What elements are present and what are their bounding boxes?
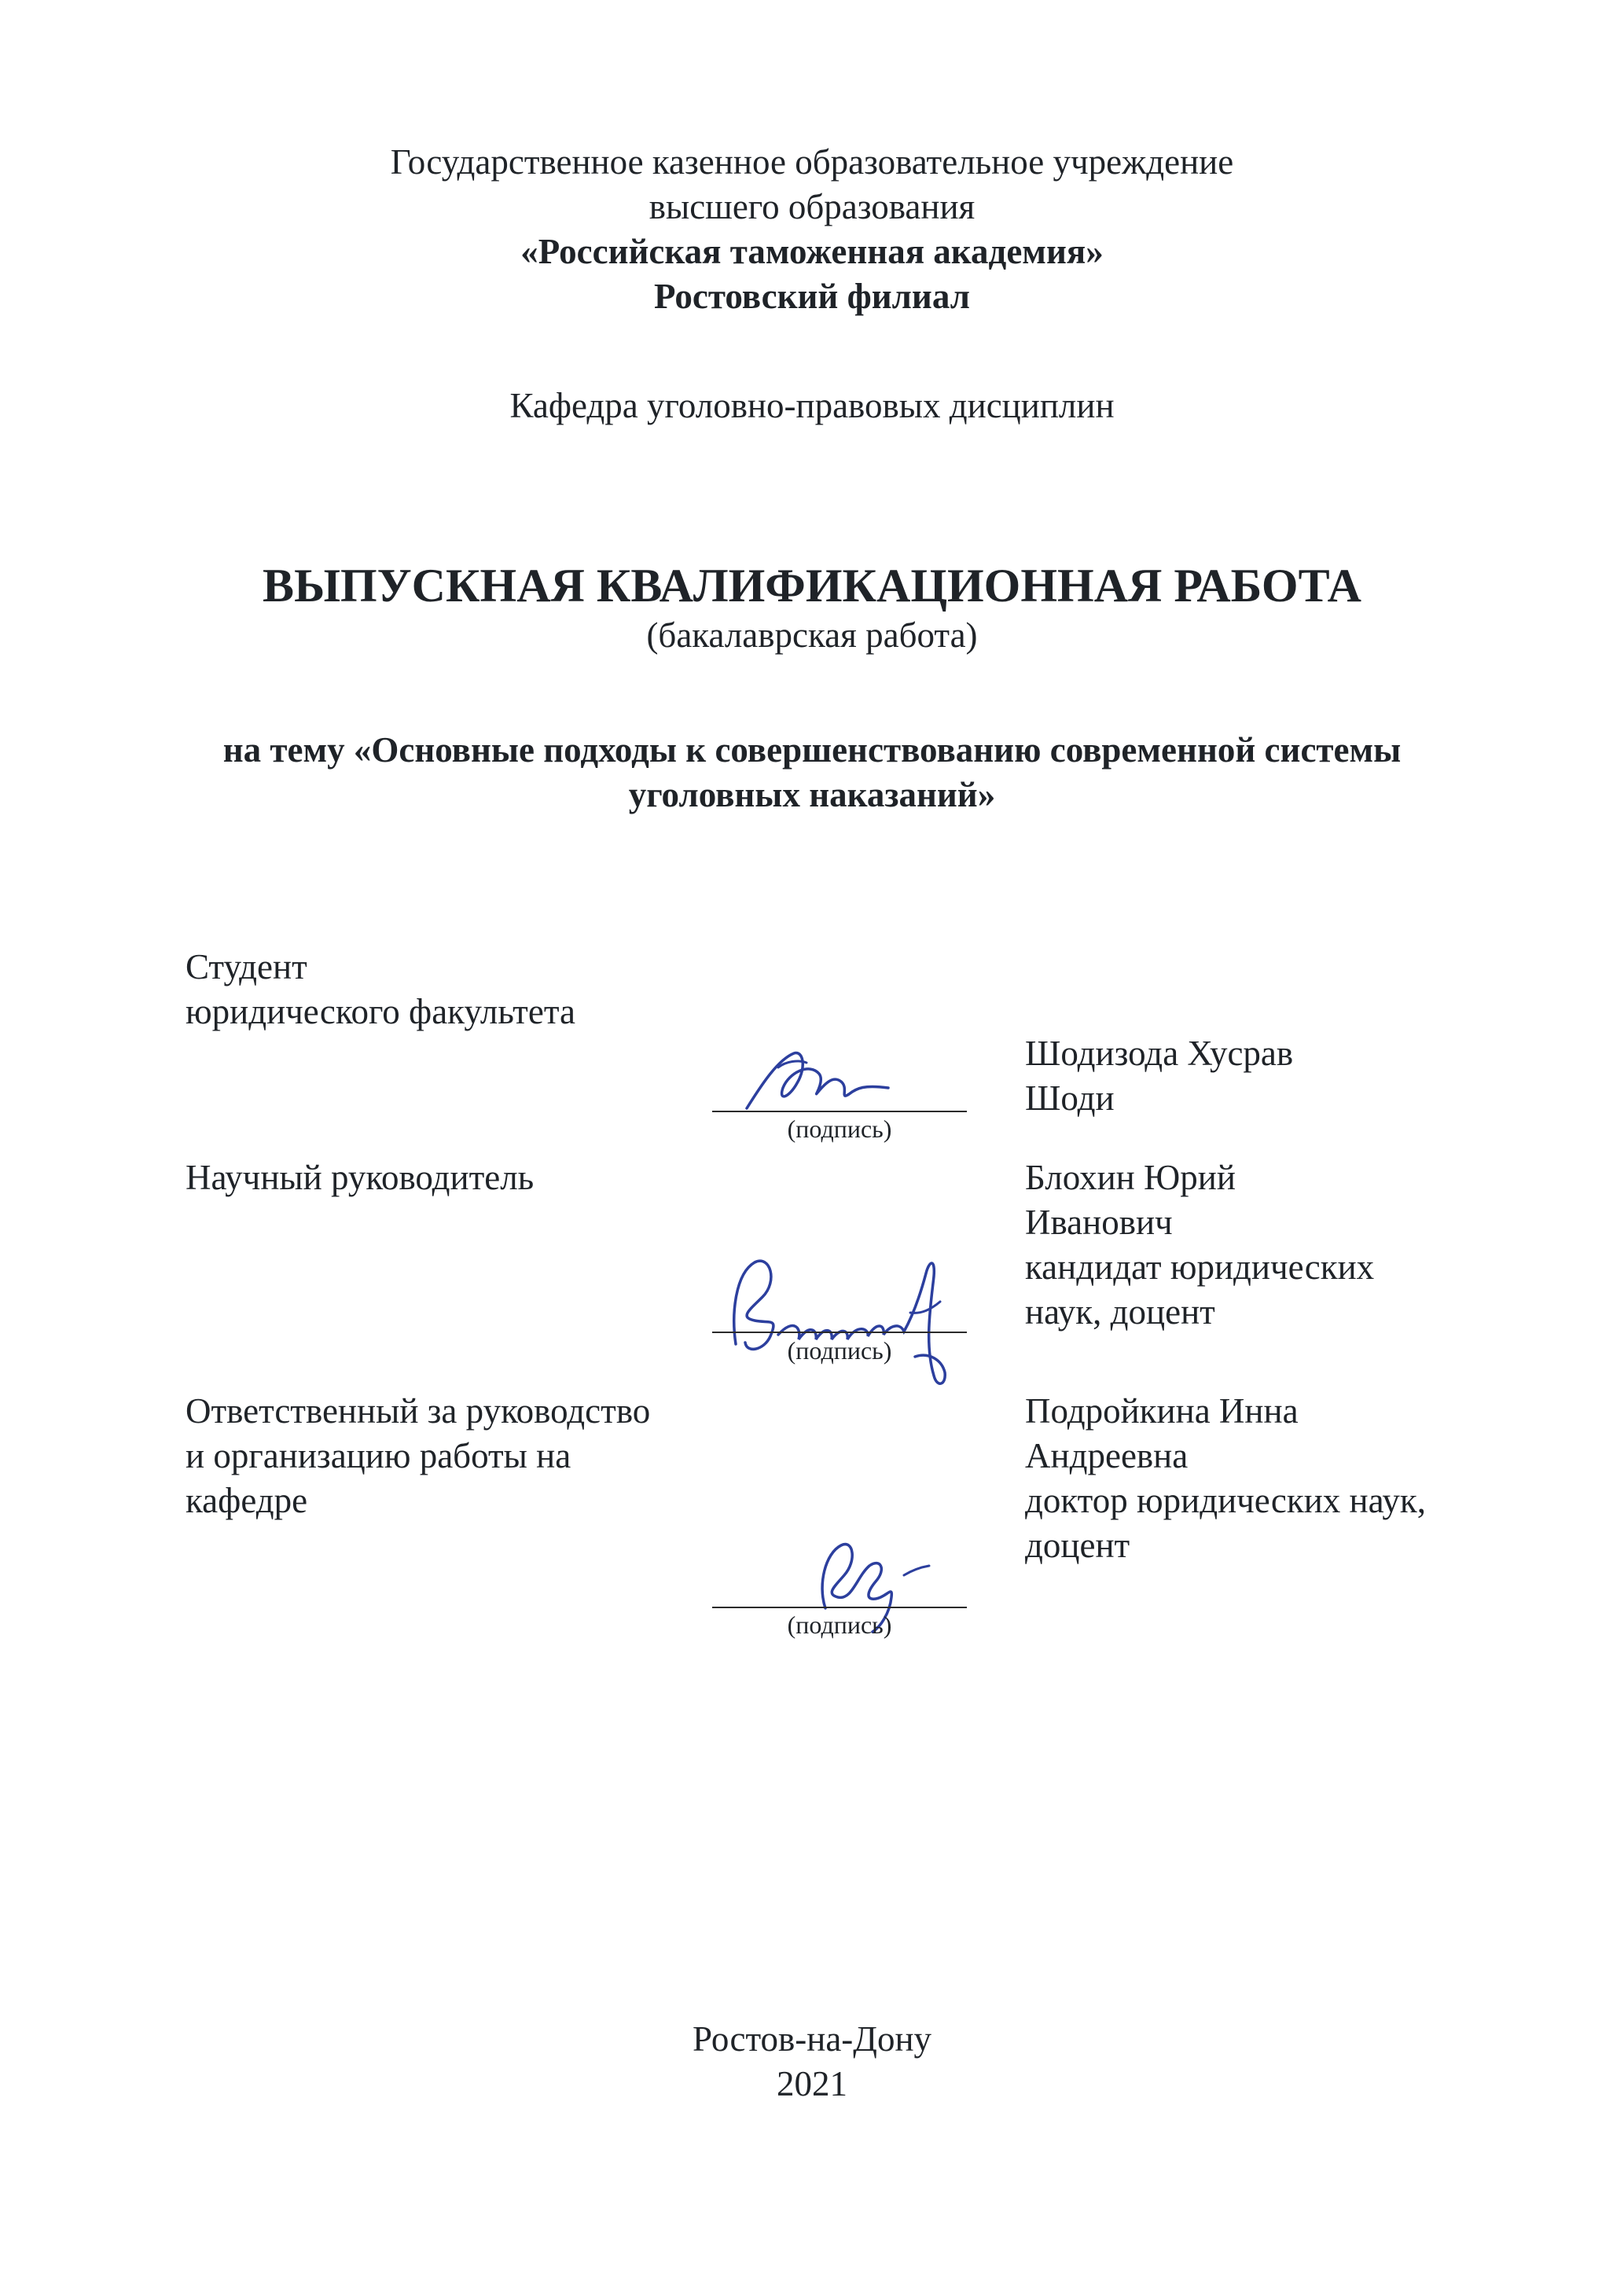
footer [0, 2017, 1624, 2107]
topic-line-1: на тему «Основные подходы к совершенствованию современной системы [222, 730, 1402, 770]
name-line: кандидат юридических [1025, 1247, 1375, 1287]
responsible-role [186, 1389, 650, 1523]
name-line: доктор юридических наук, [1025, 1481, 1426, 1520]
branch-name: Ростовский филиал [654, 277, 970, 316]
signature-line [712, 1332, 967, 1333]
department-name: Кафедра уголовно-правовых дисциплин [509, 386, 1115, 425]
supervisor-name [1025, 1155, 1374, 1335]
year: 2021 [777, 2064, 847, 2103]
thesis-topic [0, 728, 1624, 817]
role-line: и организацию работы на [186, 1436, 571, 1475]
title-sub: (бакалаврская работа) [646, 615, 978, 655]
student-role [186, 945, 575, 1034]
name-line: доцент [1025, 1526, 1130, 1565]
name-line: Шоди [1025, 1078, 1115, 1118]
signature-caption: (подпись) [787, 1336, 892, 1365]
student-name [1025, 1031, 1293, 1121]
role-line: Студент [186, 947, 307, 986]
supervisor-role [186, 1155, 534, 1200]
topic-line-2: уголовных наказаний» [628, 775, 996, 814]
name-line: Иванович [1025, 1203, 1173, 1242]
title-main: ВЫПУСКНАЯ КВАЛИФИКАЦИОННАЯ РАБОТА [263, 560, 1361, 612]
header-line-2: высшего образования [648, 187, 976, 226]
signature-caption: (подпись) [787, 1115, 892, 1143]
name-line: Шодизода Хусрав [1025, 1034, 1294, 1073]
role-line: Ответственный за руководство [186, 1391, 651, 1431]
student-signature [731, 1036, 935, 1122]
role-line: Научный руководитель [186, 1158, 535, 1197]
signature-line [712, 1111, 967, 1112]
institution-header [0, 140, 1624, 319]
name-line: Андреевна [1025, 1436, 1189, 1475]
header-line-1: Государственное казенное образовательное учреждение [390, 142, 1234, 182]
signature-caption: (подпись) [787, 1611, 892, 1639]
signature-line [712, 1607, 967, 1608]
name-line: наук, доцент [1025, 1292, 1215, 1332]
supervisor-signature [723, 1242, 983, 1399]
role-line: юридического факультета [186, 992, 576, 1031]
department [0, 384, 1624, 428]
document-title [0, 558, 1624, 657]
name-line: Блохин Юрий [1025, 1158, 1236, 1197]
city: Ростов-на-Дону [692, 2019, 932, 2059]
role-line: кафедре [186, 1481, 308, 1520]
responsible-name [1025, 1389, 1426, 1568]
academy-name: «Российская таможенная академия» [520, 232, 1104, 271]
name-line: Подройкина Инна [1025, 1391, 1299, 1431]
